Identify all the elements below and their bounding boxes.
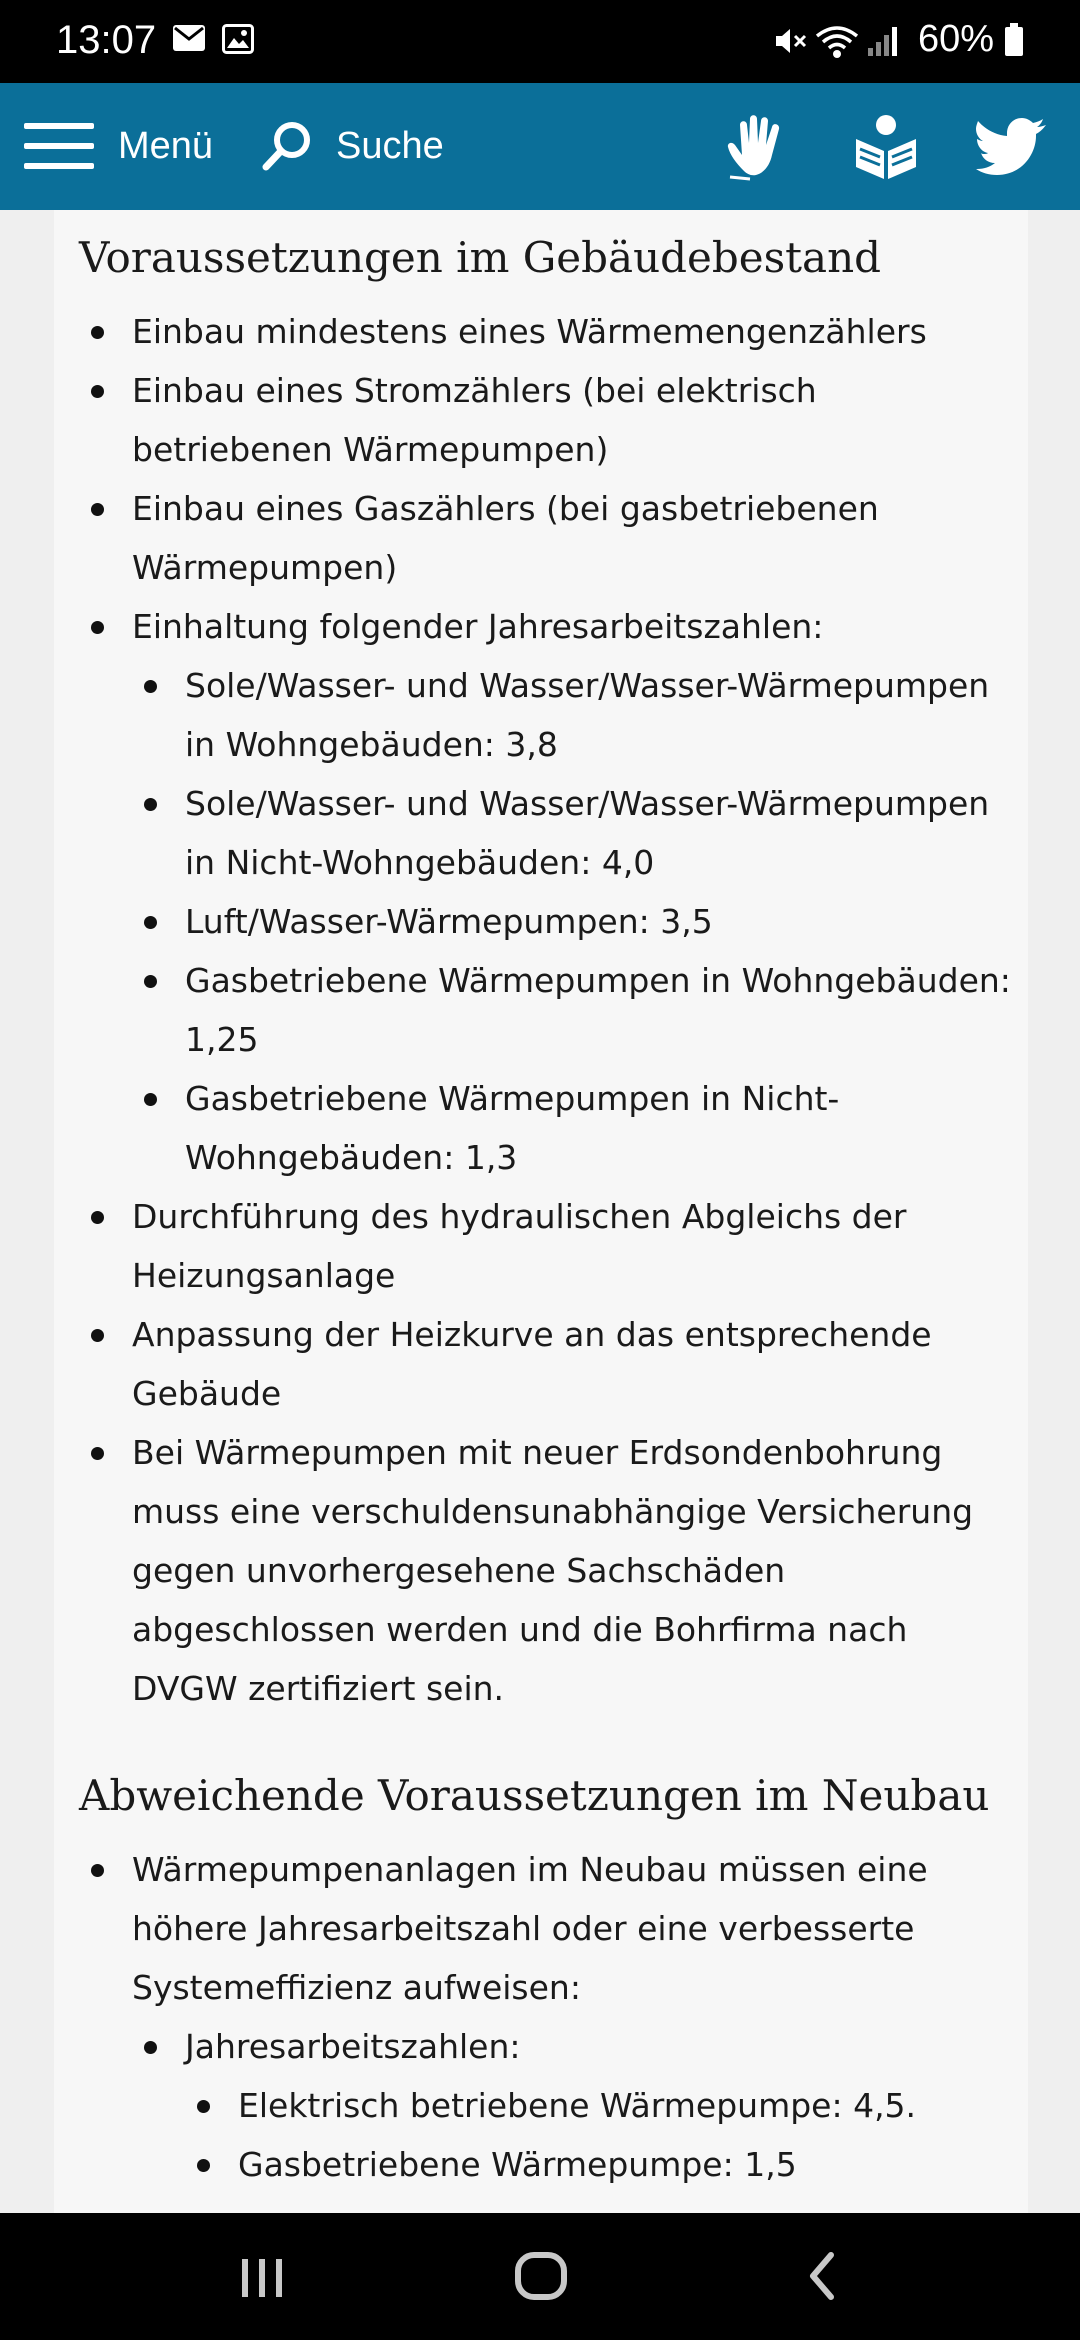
wifi-icon [814, 24, 860, 60]
hamburger-menu-icon [24, 119, 94, 173]
list-item: Einbau eines Gaszählers (bei gasbetriebenen Wärmepumpen) [79, 479, 1019, 597]
list-item-text: Wärmepumpenanlagen im Neubau müssen eine höhere Jahresarbeitszahl oder eine verbesserte Systemeffizienz aufweisen: [132, 1850, 928, 2007]
requirements-list [79, 302, 1019, 1718]
battery-percent: 60% [917, 18, 994, 60]
list-item: Durchführung des hydraulischen Abgleichs der Heizungsanlage [79, 1187, 1019, 1305]
back-icon[interactable] [785, 2241, 865, 2311]
list-item [79, 1840, 1019, 2194]
sign-language-icon[interactable] [722, 111, 794, 183]
top-navigation-bar [0, 83, 1080, 210]
search-icon [260, 118, 316, 174]
mute-icon [772, 24, 808, 58]
list-item-text: Einhaltung folgender Jahresarbeitszahlen: [132, 607, 824, 646]
list-item: Bei Wärmepumpen mit neuer Erdsondenbohrung muss eine verschuldensunabhängige Versicherung gegen unvorhergesehene Sachschäden abgeschlossen werden und die Bohrfirma nach DVGW zertifiziert sein. [79, 1423, 1019, 1718]
mail-icon [172, 24, 206, 52]
home-icon[interactable] [502, 2241, 582, 2311]
search-button[interactable] [260, 111, 444, 181]
recent-apps-icon[interactable] [222, 2241, 302, 2311]
sub-sub-list-item: Elektrisch betriebene Wärmepumpe: 4,5. [185, 2076, 1019, 2135]
sub-list-item: Gasbetriebene Wärmepumpen in Nicht-Wohngebäuden: 1,3 [132, 1069, 1019, 1187]
list-item: Einbau eines Stromzählers (bei elektrisch betriebenen Wärmepumpen) [79, 361, 1019, 479]
sub-list-item [132, 2017, 1019, 2194]
menu-label: Menü [118, 124, 214, 167]
section-heading-existing-buildings: Voraussetzungen im Gebäudebestand [79, 233, 882, 282]
sub-list-item: Gasbetriebene Wärmepumpen in Wohngebäuden: 1,25 [132, 951, 1019, 1069]
battery-icon [1004, 23, 1024, 57]
sub-list-item: Sole/Wasser- und Wasser/Wasser-Wärmepumpen in Wohngebäuden: 3,8 [132, 656, 1019, 774]
easy-language-icon[interactable] [850, 111, 922, 183]
gallery-icon [222, 24, 254, 54]
status-bar [0, 0, 1080, 83]
article-content [54, 210, 1028, 2213]
sub-sub-list-item: Gasbetriebene Wärmepumpe: 1,5 [185, 2135, 1019, 2194]
system-navigation-bar [0, 2213, 1080, 2340]
list-item: Anpassung der Heizkurve an das entsprechende Gebäude [79, 1305, 1019, 1423]
section-heading-new-buildings: Abweichende Voraussetzungen im Neubau [79, 1771, 990, 1820]
new-build-sub-list [132, 2017, 1019, 2194]
sub-list-item: Luft/Wasser-Wärmepumpen: 3,5 [132, 892, 1019, 951]
twitter-icon[interactable] [976, 111, 1048, 183]
sub-list-item-text: Jahresarbeitszahlen: [185, 2027, 521, 2066]
search-label: Suche [336, 124, 444, 167]
new-build-list [79, 1840, 1019, 2194]
menu-button[interactable] [24, 111, 213, 181]
sub-list-item: Sole/Wasser- und Wasser/Wasser-Wärmepumpen in Nicht-Wohngebäuden: 4,0 [132, 774, 1019, 892]
new-build-section [79, 1768, 1019, 2194]
annual-performance-list [132, 656, 1019, 1187]
list-item: Einbau mindestens eines Wärmemengenzählers [79, 302, 1019, 361]
new-build-sub-sub-list [185, 2076, 1019, 2194]
status-time: 13:07 [56, 18, 157, 62]
list-item [79, 597, 1019, 1187]
signal-icon [866, 24, 902, 58]
battery-status [918, 18, 1024, 61]
